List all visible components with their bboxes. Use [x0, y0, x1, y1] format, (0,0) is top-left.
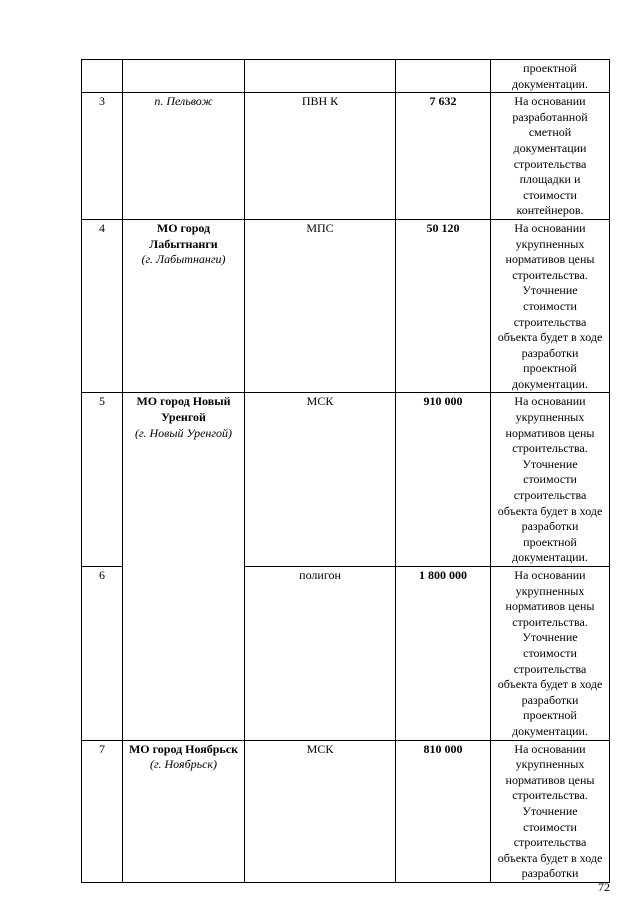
- note-line: документации: [513, 140, 587, 155]
- note-line: объекта будет в ходе: [497, 677, 603, 692]
- note-line: укрупненных: [515, 757, 585, 772]
- row-number-cell: 7: [82, 740, 123, 882]
- note-line: строительства.: [512, 441, 588, 456]
- note-line: стоимости: [523, 472, 577, 487]
- cost-value-cell: 1 800 000: [396, 567, 491, 741]
- note-line: документации.: [512, 76, 588, 91]
- object-type-cell: полигон: [245, 567, 396, 741]
- note-line: разработки: [521, 519, 579, 534]
- note-line: проектной: [523, 61, 577, 75]
- municipality-cell: [123, 219, 245, 393]
- settlement-name: п. Пельвож: [154, 94, 213, 109]
- note-line: стоимости: [523, 645, 577, 660]
- note-line: Уточнение: [522, 630, 578, 645]
- row-number-cell: 3: [82, 93, 123, 220]
- note-line: строительства: [513, 156, 587, 171]
- city-name: (г. Лабытнанги): [141, 252, 226, 267]
- note-line: укрупненных: [515, 410, 585, 425]
- note-line: укрупненных: [515, 583, 585, 598]
- cost-value-cell: [396, 60, 491, 93]
- note-line: документации.: [512, 550, 588, 565]
- note-line: строительства: [513, 835, 587, 850]
- row-number-cell: 6: [82, 567, 123, 741]
- note-line: строительства.: [512, 614, 588, 629]
- municipality-name: МО город: [156, 220, 211, 235]
- note-line: строительства: [513, 661, 587, 676]
- table-row: [82, 93, 610, 220]
- cost-value-cell: 50 120: [396, 219, 491, 393]
- note-line: стоимости: [523, 187, 577, 202]
- table-row: [82, 60, 610, 93]
- object-type-cell: [245, 60, 396, 93]
- note-line: стоимости: [523, 298, 577, 313]
- budget-table: [81, 59, 610, 883]
- note-line: разработки: [521, 692, 579, 707]
- municipality-name: МО город Ноябрьск: [128, 741, 239, 756]
- note-line: На основании: [514, 220, 586, 235]
- note-line: Уточнение: [522, 283, 578, 298]
- note-line: нормативов цены: [505, 425, 595, 440]
- cost-value-cell: 910 000: [396, 393, 491, 567]
- note-line: строительства.: [512, 267, 588, 282]
- row-number-cell: 4: [82, 219, 123, 393]
- note-line: строительства.: [512, 788, 588, 803]
- table-row: [82, 740, 610, 882]
- page-number: 72: [598, 880, 610, 894]
- note-line: Уточнение: [522, 456, 578, 471]
- note-cell: [491, 393, 610, 567]
- note-line: нормативов цены: [505, 252, 595, 267]
- object-type-cell: МСК: [245, 393, 396, 567]
- note-line: На основании: [514, 568, 586, 582]
- note-line: Уточнение: [522, 803, 578, 818]
- note-line: документации.: [512, 723, 588, 738]
- object-type-cell: МСК: [245, 740, 396, 882]
- city-name: (г. Новый Уренгой): [134, 425, 233, 440]
- object-type-cell: МПС: [245, 219, 396, 393]
- municipality-cell: [123, 60, 245, 93]
- municipality-cell: [123, 393, 245, 740]
- municipality-cell: [123, 93, 245, 220]
- note-line: На основании: [514, 394, 586, 409]
- note-line: документации.: [512, 376, 588, 391]
- note-line: На основании: [514, 94, 586, 109]
- table-row: [82, 393, 610, 567]
- city-name: (г. Ноябрьск): [149, 757, 218, 772]
- note-line: сметной: [528, 125, 572, 140]
- municipality-name: Лабытнанги: [149, 236, 218, 251]
- note-cell: [491, 93, 610, 220]
- note-line: объекта будет в ходе: [497, 330, 603, 345]
- row-number-cell: [82, 60, 123, 93]
- note-line: контейнеров.: [516, 203, 584, 218]
- object-type-cell: ПВН К: [245, 93, 396, 220]
- note-cell: [491, 740, 610, 882]
- note-cell: [491, 567, 610, 741]
- note-line: объекта будет в ходе: [497, 503, 603, 518]
- note-line: нормативов цены: [505, 772, 595, 787]
- row-number-cell: 5: [82, 393, 123, 567]
- note-line: нормативов цены: [505, 599, 595, 614]
- note-line: площадки и: [519, 172, 581, 187]
- note-line: разработанной: [512, 109, 588, 124]
- note-line: разработки: [521, 866, 579, 881]
- cost-value-cell: 810 000: [396, 740, 491, 882]
- note-line: стоимости: [523, 819, 577, 834]
- note-line: проектной: [523, 534, 577, 549]
- municipality-name: МО город Новый: [136, 394, 231, 409]
- municipality-cell: [123, 740, 245, 882]
- note-line: На основании: [514, 741, 586, 756]
- note-line: строительства: [513, 488, 587, 503]
- note-cell: [491, 60, 610, 93]
- note-line: укрупненных: [515, 236, 585, 251]
- note-line: проектной: [523, 361, 577, 376]
- municipality-name: Уренгой: [161, 410, 206, 425]
- note-line: строительства: [513, 314, 587, 329]
- table-row: [82, 219, 610, 393]
- note-line: разработки: [521, 345, 579, 360]
- note-line: проектной: [523, 708, 577, 723]
- note-line: объекта будет в ходе: [497, 850, 603, 865]
- cost-value-cell: 7 632: [396, 93, 491, 220]
- note-cell: [491, 219, 610, 393]
